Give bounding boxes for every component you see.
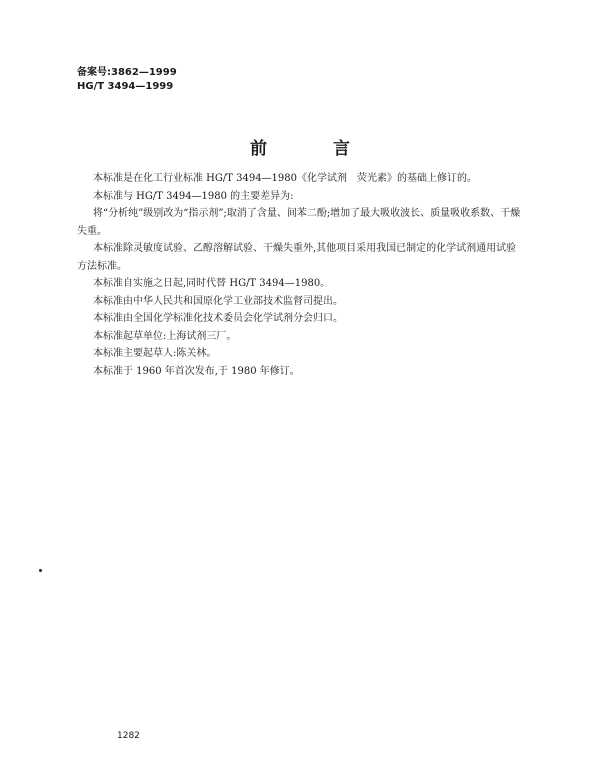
document-header	[77, 66, 177, 94]
paragraph-methods-continued: 方法标准。	[77, 260, 127, 272]
paragraph-differences-intro: 本标准与 HG/T 3494—1980 的主要差异为:	[93, 190, 294, 202]
paragraph-differences-detail: 将“分析纯”级别改为“指示剂”;取消了含量、间苯二酚;增加了最大吸收波长、质量吸收系数、干燥	[93, 208, 521, 219]
paragraph-basis: 本标准是在化工行业标准 HG/T 3494—1980《化学试剂 荧光素》的基础上修订的。	[93, 173, 478, 184]
paragraph-committee: 本标准由全国化学标准化技术委员会化学试剂分会归口。	[93, 313, 343, 324]
foreword-body	[77, 170, 533, 380]
record-number: 备案号:3862—1999	[77, 67, 177, 78]
paragraph-differences-continued: 失重。	[77, 225, 107, 237]
standard-code: HG/T 3494—1999	[77, 81, 174, 92]
paragraph-history: 本标准于 1960 年首次发布,于 1980 年修订。	[93, 365, 300, 377]
page-number: 1282	[117, 731, 140, 741]
paragraph-methods: 本标准除灵敏度试验、乙醇溶解试验、干燥失重外,其他项目采用我国已制定的化学试剂通用试验	[93, 243, 517, 254]
scan-speck	[39, 569, 42, 572]
paragraph-proposer: 本标准由中华人民共和国原化学工业部技术监督司提出。	[93, 295, 343, 307]
paragraph-drafter: 本标准主要起草人:陈关林。	[93, 348, 217, 359]
paragraph-replacement: 本标准自实施之日起,同时代替 HG/T 3494—1980。	[93, 278, 331, 289]
page-title: 前 言	[250, 139, 380, 159]
paragraph-drafting-unit: 本标准起草单位:上海试剂三厂。	[93, 330, 237, 342]
